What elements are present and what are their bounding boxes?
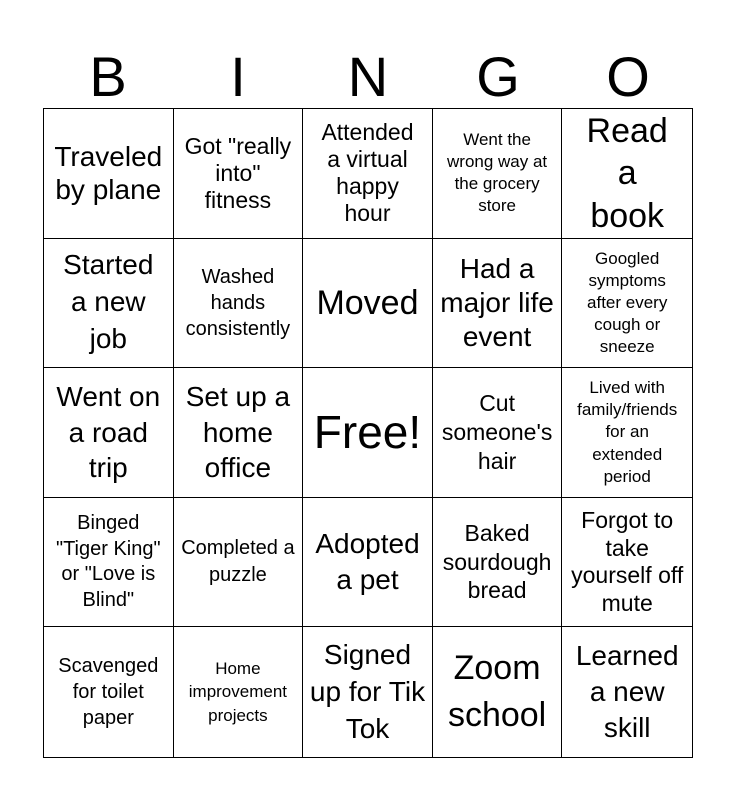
bingo-cell[interactable] — [303, 239, 433, 369]
bingo-cell-text: Went the wrong way at the grocery store — [447, 130, 548, 216]
free-space-text: Free! — [313, 406, 422, 459]
bingo-cell-text: Cut someone's hair — [441, 390, 553, 474]
bingo-cell[interactable] — [174, 109, 304, 239]
bingo-cell-text: Got "really into" fitness — [184, 132, 292, 213]
bingo-cell-text: Washed hands consistently — [185, 265, 291, 340]
bingo-cell[interactable] — [44, 627, 174, 757]
bingo-cell[interactable] — [44, 368, 174, 498]
bingo-cell[interactable] — [433, 498, 563, 628]
header-letter-n: N — [347, 45, 389, 108]
bingo-cell[interactable] — [174, 239, 304, 369]
bingo-cell-text: Set up a home office — [185, 380, 291, 484]
bingo-cell[interactable] — [562, 239, 692, 369]
bingo-cell[interactable] — [174, 368, 304, 498]
bingo-cell-text: Learned a new skill — [575, 639, 679, 744]
bingo-cell-text: Scavenged for toilet paper — [58, 655, 159, 730]
bingo-cell-text: Started a new job — [63, 249, 154, 355]
bingo-cell-text: Lived with family/friends for an extended period — [577, 378, 678, 486]
bingo-cell[interactable] — [562, 368, 692, 498]
bingo-cell[interactable] — [433, 627, 563, 757]
bingo-cell[interactable] — [433, 368, 563, 498]
bingo-cell-text: Went on a road trip — [56, 380, 161, 484]
bingo-cell[interactable] — [303, 109, 433, 239]
bingo-cell[interactable] — [433, 239, 563, 369]
bingo-cell-text: Signed up for Tik Tok — [309, 638, 426, 744]
free-space-cell[interactable] — [303, 368, 433, 498]
bingo-cell[interactable] — [44, 498, 174, 628]
bingo-cell[interactable] — [174, 627, 304, 757]
bingo-cell[interactable] — [562, 498, 692, 628]
header-letter-g: G — [476, 45, 520, 108]
header-letter-o: O — [606, 45, 650, 108]
bingo-header — [43, 40, 693, 108]
header-letter-b: B — [89, 45, 127, 108]
bingo-cell[interactable] — [303, 627, 433, 757]
bingo-cell[interactable] — [562, 627, 692, 757]
bingo-cell[interactable] — [44, 109, 174, 239]
header-letter-i: I — [230, 45, 246, 108]
bingo-cell-text: Binged "Tiger King" or "Love is Blind" — [55, 511, 161, 611]
bingo-cell[interactable] — [174, 498, 304, 628]
bingo-cell[interactable] — [44, 239, 174, 369]
bingo-cell-text: Read a book — [586, 111, 668, 235]
bingo-cell-text: Googled symptoms after every cough or sneeze — [587, 248, 668, 357]
bingo-cell-text: Forgot to take yourself off mute — [571, 506, 684, 616]
bingo-cell-text: Zoom school — [447, 648, 547, 735]
bingo-cell-text: Completed a puzzle — [181, 537, 295, 587]
bingo-cell[interactable] — [562, 109, 692, 239]
bingo-cell-text: Adopted a pet — [315, 528, 420, 596]
bingo-board — [43, 108, 693, 758]
bingo-cell-text: Baked sourdough bread — [442, 519, 552, 604]
bingo-cell-text: Moved — [316, 283, 419, 322]
bingo-cell-text: Home improvement projects — [188, 659, 288, 725]
bingo-cell-text: Had a major life event — [440, 252, 554, 352]
bingo-cell-text: Attended a virtual happy hour — [321, 119, 414, 227]
bingo-cell[interactable] — [433, 109, 563, 239]
bingo-cell[interactable] — [303, 498, 433, 628]
bingo-cell-text: Traveled by plane — [54, 141, 163, 206]
